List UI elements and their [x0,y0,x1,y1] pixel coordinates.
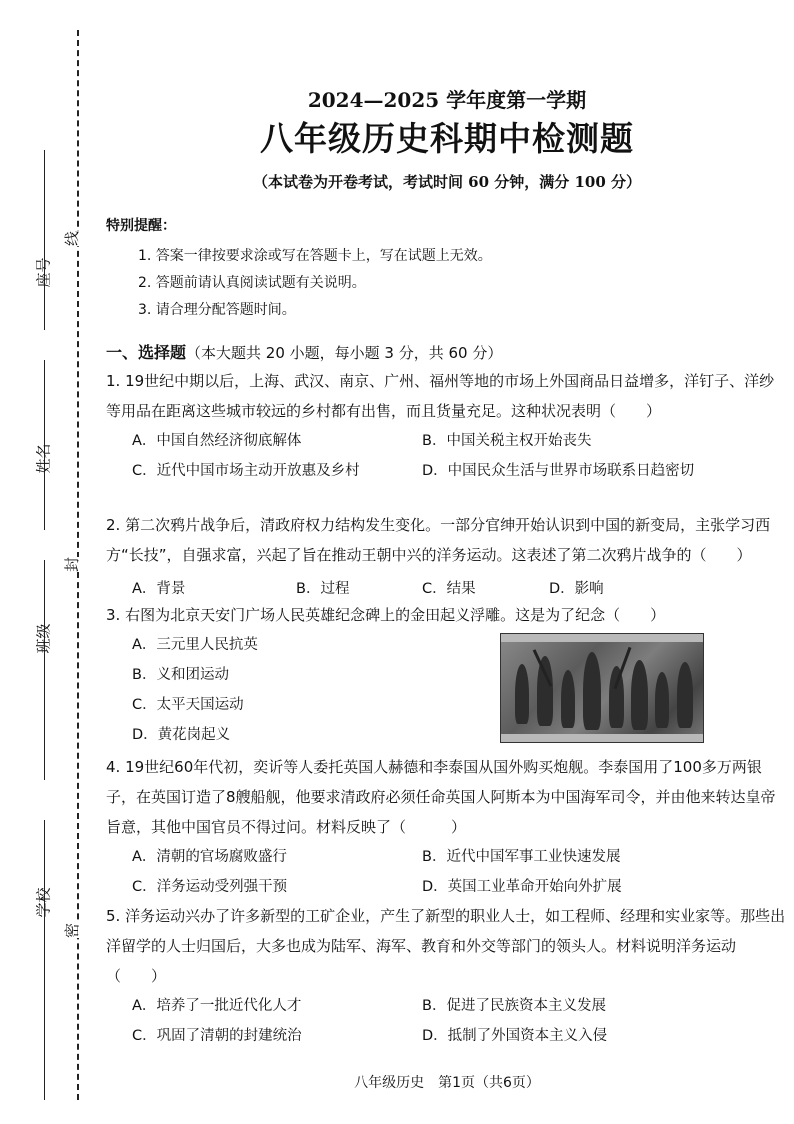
option-c: C．近代中国市场主动开放惠及乡村 [132,463,360,479]
option-b: B．过程 [296,581,350,597]
option-row [106,1021,786,1051]
section-heading [106,340,502,363]
option-a: A．中国自然经济彻底解体 [132,433,302,449]
seal-char-secret: 密 [59,923,84,938]
binding-margin [0,0,100,1124]
reminder-item: 2. 答题前请认真阅读试题有关说明。 [138,275,366,291]
question-1 [106,366,786,486]
page-footer: 八年级历史 第1页（共6页） [354,1075,540,1091]
option-a: A．背景 [132,581,186,597]
name-label: 姓名 [34,443,53,474]
option-b: B．促进了民族资本主义发展 [422,998,606,1014]
question-2 [106,510,786,604]
question-stem: 1. 19世纪中期以后，上海、武汉、南京、广州、福州等地的市场上外国商品日益增多，洋钉子、洋纱等用品在距离这些城市较远的乡村都有出售，而且货量充足。这种状况表明（ ） [106,372,775,420]
option-row [106,872,786,902]
exam-note: （本试卷为开卷考试，考试时间 60 分钟，满分 100 分） [252,173,642,191]
seal-char-line: 线 [59,231,84,246]
exam-year: 2024—2025 学年度第一学期 [307,88,587,112]
option-c: C．太平天国运动 [132,697,244,713]
option-b: B．中国关税主权开始丧失 [422,433,592,449]
section-title: 一、选择题 [106,343,187,362]
jintian-uprising-relief-image [500,633,704,743]
option-c: C．结果 [422,581,476,597]
question-stem: 5. 洋务运动兴办了许多新型的工矿企业，产生了新型的职业人士，如工程师、经理和实业家等。那些出洋留学的人士归国后，大多也成为陆军、海军、教育和外交等部门的领头人。材料说明洋务运动（ ） [106,907,786,985]
option-a: A．清朝的官场腐败盛行 [132,849,287,865]
question-stem: 4. 19世纪60年代初，奕䜣等人委托英国人赫德和李泰国从国外购买炮舰。李泰国用了100多万两银子，在英国订造了8艘船舰，他要求清政府必须任命英国人阿斯本为中国海军司令，并由他来转达皇帝旨意，其他中国官员不得过问。材料反映了（ ） [106,758,776,836]
option-a: A．三元里人民抗英 [132,637,258,653]
option-row [106,456,786,486]
option-d: D．英国工业革命开始向外扩展 [422,879,622,895]
seat-underline [44,150,45,330]
option-b: B．义和团运动 [132,667,229,683]
question-stem: 2. 第二次鸦片战争后，清政府权力结构发生变化。一部分官绅开始认识到中国的新变局，主张学习西方“长技”，自强求富，兴起了旨在推动王朝中兴的洋务运动。这表述了第二次鸦片战争的（ ） [106,516,771,564]
seal-char-seal: 封 [59,557,84,572]
reminder-title: 特别提醒： [106,218,176,234]
option-d: D．影响 [549,581,604,597]
seat-label: 座号 [34,257,53,288]
option-c: C．巩固了清朝的封建统治 [132,1028,302,1044]
option-row [106,991,786,1021]
special-reminder [106,215,492,324]
reminder-item: 3. 请合理分配答题时间。 [138,302,296,318]
option-b: B．近代中国军事工业快速发展 [422,849,621,865]
section-desc: （本大题共 20 小题，每小题 3 分，共 60 分） [186,344,503,362]
question-stem: 3. 右图为北京天安门广场人民英雄纪念碑上的金田起义浮雕。这是为了纪念（ ） [106,606,666,624]
school-label: 学校 [34,887,53,918]
option-row [106,842,786,872]
option-a: A．培养了一批近代化人才 [132,998,302,1014]
question-4 [106,752,786,902]
option-c: C．洋务运动受列强干预 [132,879,288,895]
option-d: D．黄花岗起义 [132,727,231,743]
option-d: D．中国民众生活与世界市场联系日趋密切 [422,463,695,479]
exam-title: 八年级历史科期中检测题 [260,119,634,158]
school-underline [44,820,45,1100]
option-row [106,426,786,456]
question-5 [106,901,786,1051]
class-underline [44,560,45,780]
option-d: D．抵制了外国资本主义入侵 [422,1028,608,1044]
reminder-item: 1. 答案一律按要求涂或写在答题卡上，写在试题上无效。 [138,248,492,264]
class-label: 班级 [34,623,53,654]
